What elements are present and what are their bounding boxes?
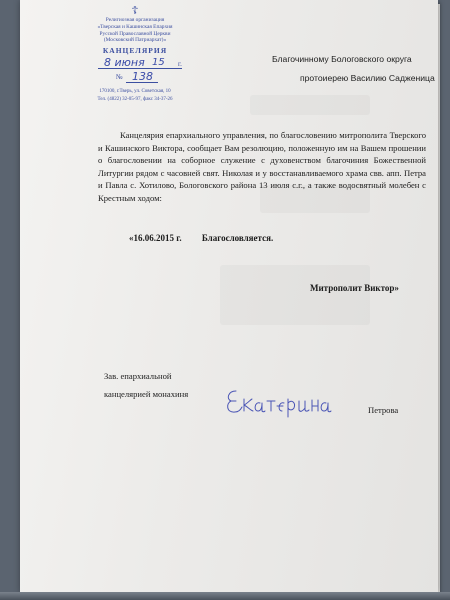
signer-surname: Петрова	[368, 405, 399, 415]
orthodox-cross-icon: ☦	[131, 5, 139, 17]
date-underline	[98, 68, 182, 69]
letter-body	[98, 129, 426, 205]
signer-title	[104, 367, 188, 403]
show-through-mark	[250, 95, 370, 115]
signer-title-line: Зав. епархиальной	[104, 371, 172, 381]
number-underline	[126, 82, 158, 83]
resolution-text: Благословляется.	[201, 233, 274, 243]
year-suffix: г.	[178, 60, 182, 69]
stamp-phones: Тел. (4822) 32-05-97, факс 34-37-26	[97, 97, 173, 103]
handwritten-year: 15	[152, 57, 165, 69]
document-page	[20, 0, 438, 593]
handwritten-signature	[222, 381, 332, 421]
stamp-org-line: «Тверская и Кашинская Епархия	[97, 23, 173, 30]
stamp-number-row	[60, 72, 210, 84]
addressee-line: Благочинному Бологовского округа	[272, 54, 412, 64]
show-through-mark	[220, 265, 370, 325]
metropolitan-signature: Митрополит Виктор»	[310, 283, 399, 293]
resolution-date: «16.06.2015 г.	[129, 233, 182, 243]
handwritten-number: 138	[132, 70, 153, 84]
chancery-stamp	[60, 6, 210, 103]
stamp-address: 170100, г.Тверь, ул. Советская, 10	[99, 89, 171, 95]
stamp-org-line: (Московский Патриархат)»	[103, 37, 167, 44]
resolution-line	[129, 233, 273, 243]
handwritten-date: 8 июня	[104, 56, 145, 70]
addressee-line: протоиерею Василию Садженица	[300, 73, 435, 83]
signer-title-line: канцелярией монахиня	[104, 389, 189, 399]
desk-surface	[0, 592, 450, 600]
stamp-org-line: Русской Православной Церкви	[99, 30, 171, 37]
stamp-title: КАНЦЕЛЯРИЯ	[102, 46, 168, 56]
number-sign: №	[116, 73, 123, 82]
stamp-org-line: Религиозная организация	[105, 17, 165, 23]
addressee-block	[272, 54, 438, 92]
body-paragraph: Канцелярия епархиального управления, по благословению митрополита Тверского и Кашинского Виктора, сообщает Вам резолюцию, положенную им на Вашем прошении о благословении на соборное служение с духовенством благочиния Божественной Литургии рядом с часовней свят. Николая и у восстанавливаемого храма свв. апп. Петра и Павла с. Хотилово, Бологовского района 13 июля с.г., а также водосвятный молебен с Крестным ходом:	[98, 130, 426, 203]
